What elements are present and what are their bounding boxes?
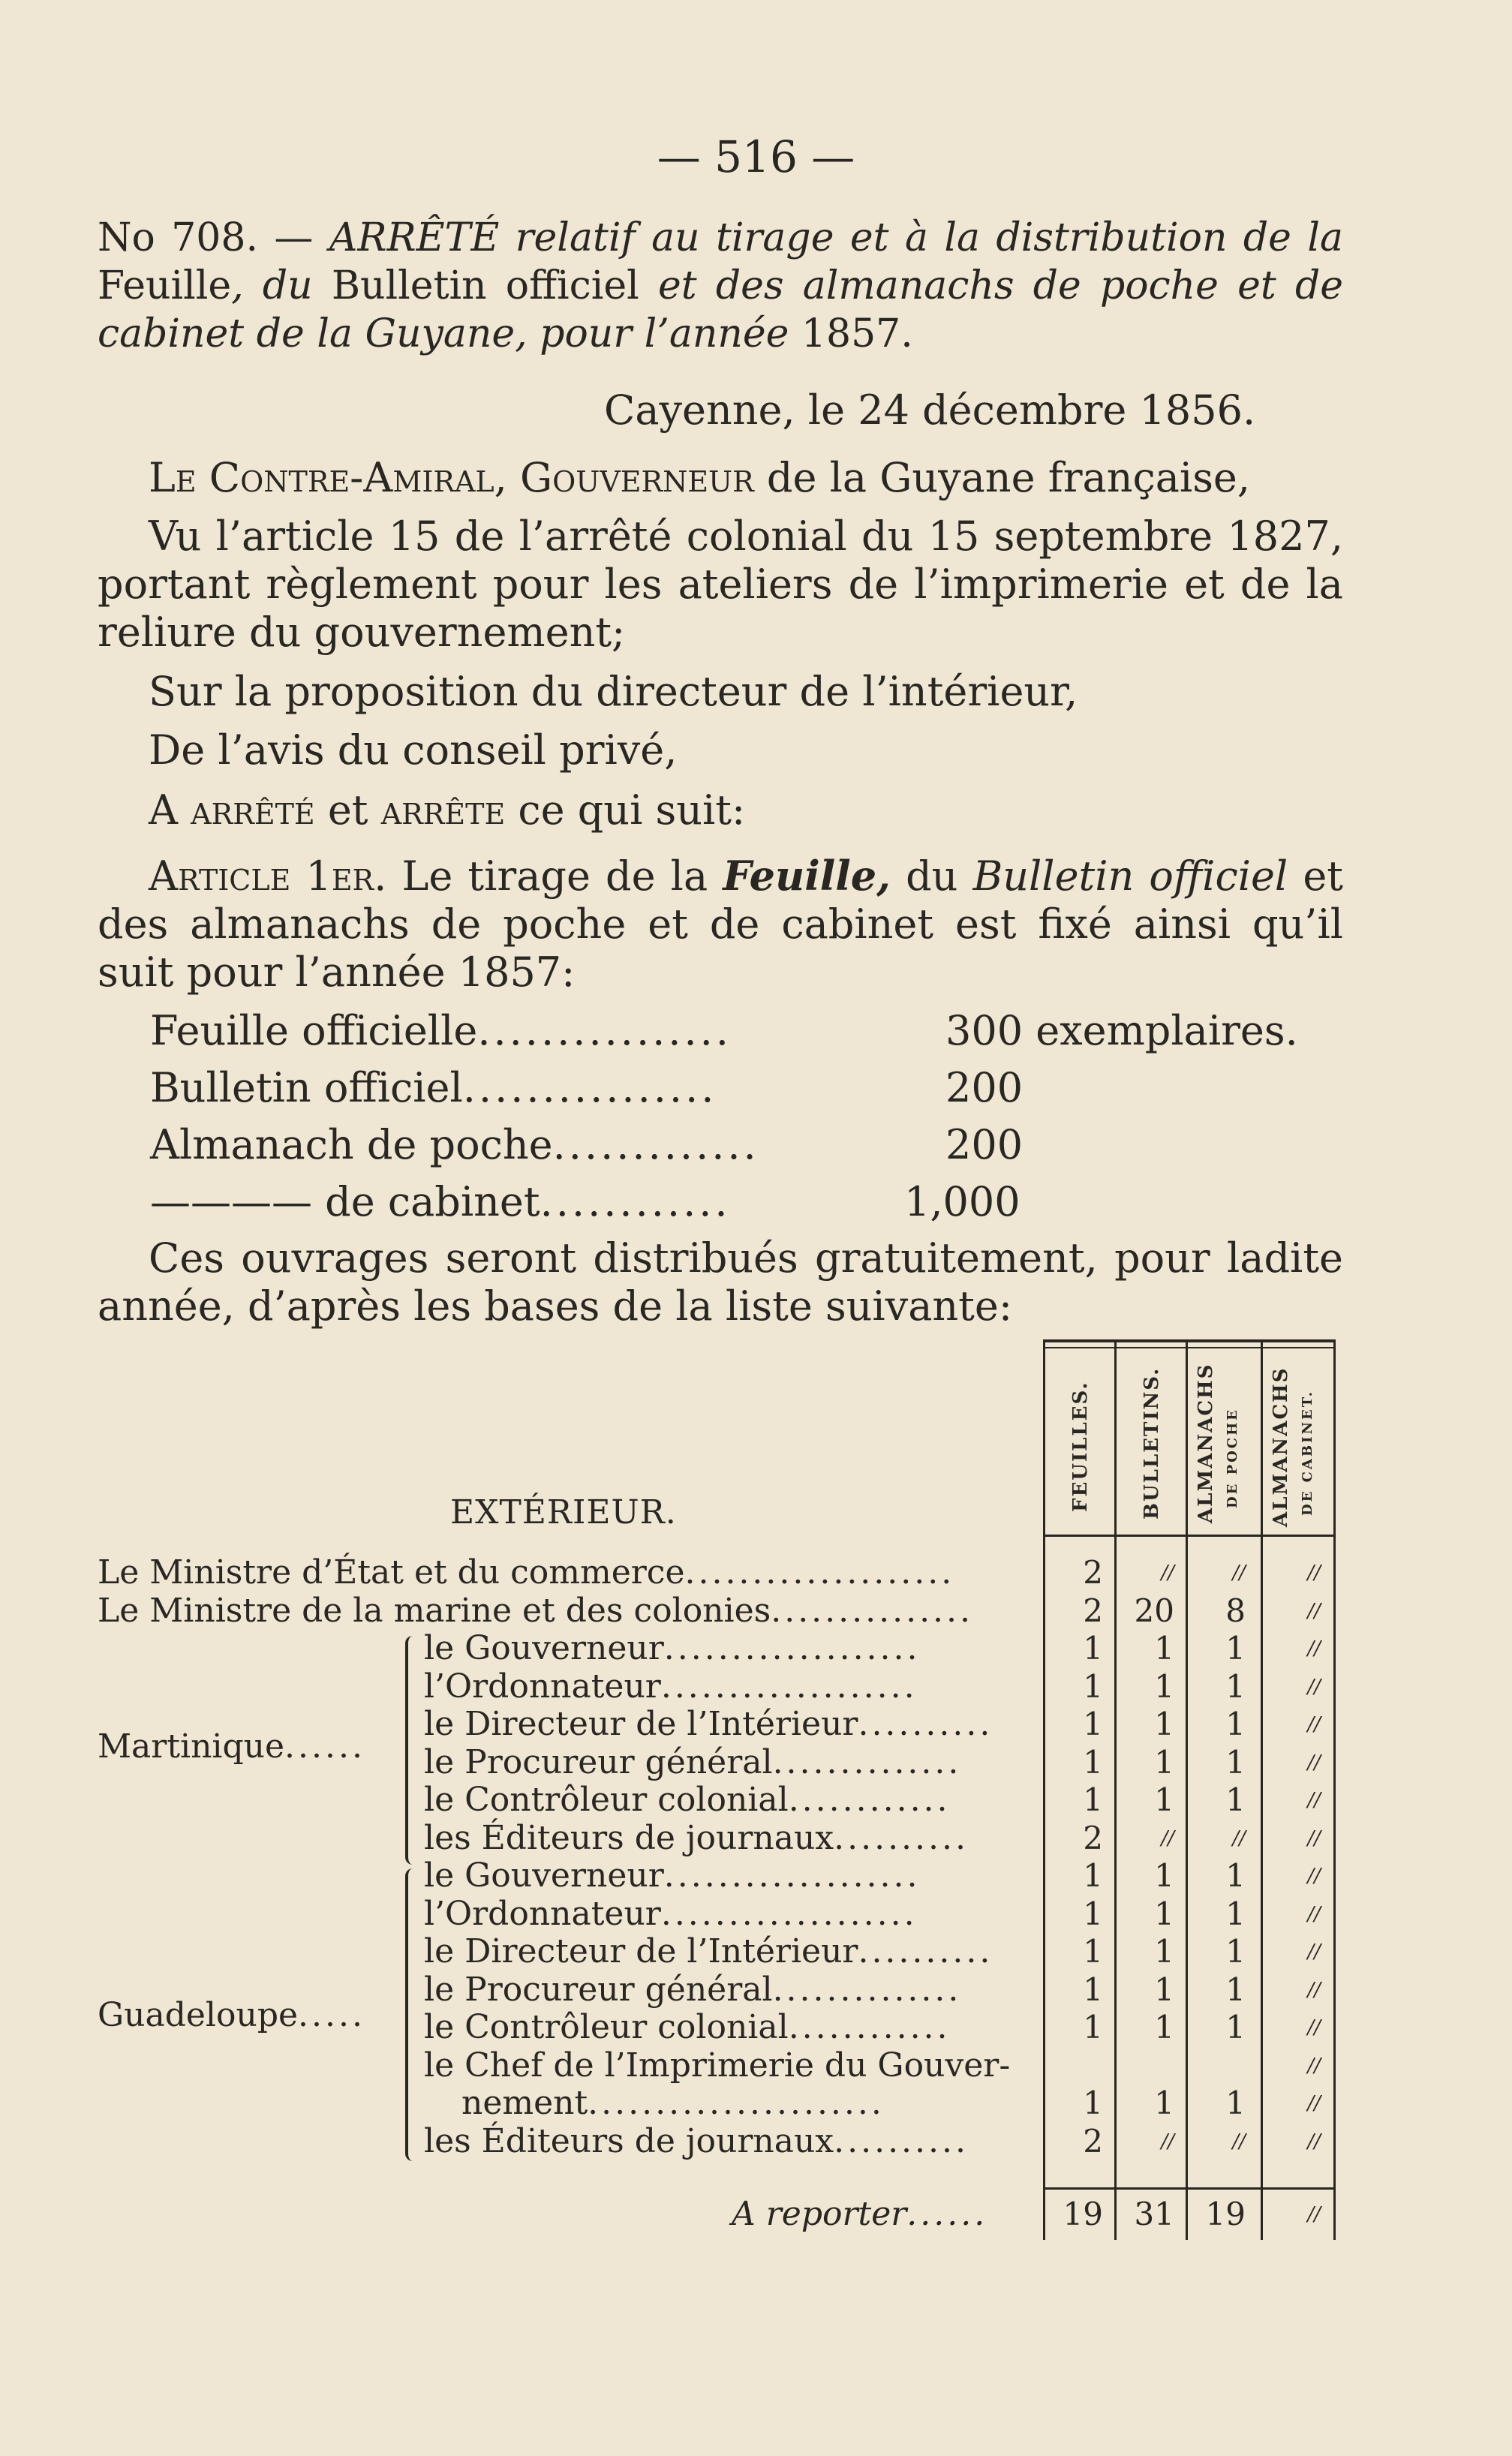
column-subhead-cabinet: DE CABINET. (1300, 1389, 1315, 1516)
table-head-rule (1043, 1535, 1336, 1537)
table-cell: 1 (1083, 1857, 1103, 1894)
table-cell: 1 (1225, 1744, 1246, 1781)
table-cell: 1 (1154, 1971, 1174, 2008)
table-cell: // (1232, 1562, 1246, 1584)
title-text-c: et des almanachs de poche et de cabinet de la Guyane, pour l’année (98, 263, 1344, 356)
title-text-b: , du (231, 263, 313, 308)
table-cell: 1 (1225, 1668, 1246, 1705)
total-label: A reporter...... (732, 2195, 988, 2233)
quantity-label: Almanach de poche............. (150, 1121, 759, 1168)
row-label: le Directeur de l’Intérieur.......... (424, 1932, 993, 1971)
table-cell: 1 (1083, 1781, 1103, 1818)
table-cell: 2 (1083, 2123, 1103, 2160)
decree-a: A (149, 786, 178, 834)
title-year: 1857. (801, 311, 913, 356)
row-label: le Gouverneur................... (424, 1629, 921, 1667)
table-cell: // (1307, 2055, 1321, 2077)
row-label: le Contrôleur colonial............ (424, 2008, 951, 2046)
table-cell: 20 (1134, 1592, 1174, 1629)
group-brace (405, 1636, 419, 1865)
table-cell: 8 (1225, 1592, 1246, 1629)
dateline: Cayenne, le 24 décembre 1856. (604, 386, 1256, 434)
row-label: le Procureur général.............. (424, 1971, 962, 2009)
table-cell: 1 (1154, 1668, 1174, 1705)
table-cell: 1 (1083, 1744, 1103, 1781)
table-cell: // (1307, 1751, 1321, 1774)
table-cell: 1 (1154, 1895, 1174, 1932)
table-cell: // (1232, 1827, 1246, 1850)
article-text-b: du (906, 852, 958, 900)
page-number: — 516 — (657, 131, 855, 182)
article-text-a: Le tirage de la (401, 852, 708, 900)
authority-title: Le Contre-Amiral, Gouverneur (149, 454, 754, 501)
row-label: l’Ordonnateur................... (424, 1667, 918, 1706)
row-label: Le Ministre de la marine et des colonies............... (98, 1592, 974, 1630)
quantity-value: 1,000 (904, 1178, 1021, 1225)
table-cell: // (1307, 1865, 1321, 1887)
row-label: Le Ministre d’État et du commerce.................... (98, 1553, 955, 1592)
table-cell: // (1307, 2092, 1321, 2115)
table-cell: // (1232, 2130, 1246, 2153)
table-cell: 1 (1083, 2009, 1103, 2046)
table-cell: 1 (1225, 1895, 1246, 1932)
table-cell: 1 (1154, 1744, 1174, 1781)
preamble-considerant: Vu l’article 15 de l’arrêté colonial du 15 septembre 1827, portant règlement pour les ateliers de l’imprimerie et de la reliure du gouvernement; (98, 513, 1343, 656)
article-feuille: Feuille, (723, 852, 891, 900)
article-heading: Article 1er. (149, 852, 387, 900)
group-guadeloupe: Guadeloupe..... (98, 1996, 365, 2034)
row-label: le Contrôleur colonial............ (424, 1781, 951, 1819)
table-cell: 1 (1154, 1857, 1174, 1894)
table-cell: 1 (1083, 1706, 1103, 1742)
table-cell: // (1307, 1562, 1321, 1584)
column-head-almanachs-poche: ALMANACHS (1195, 1363, 1217, 1523)
table-cell: // (1161, 1562, 1174, 1584)
row-label: le Procureur général.............. (424, 1743, 962, 1781)
table-cell: 1 (1225, 1971, 1246, 2008)
group-martinique: Martinique...... (98, 1727, 365, 1766)
table-cell: 1 (1225, 1933, 1246, 1970)
table-total-rule (1043, 2187, 1336, 2190)
table-cell: // (1307, 1903, 1321, 1925)
table-top-rule (1043, 1339, 1336, 1342)
table-cell: // (1307, 1600, 1321, 1622)
row-label: le Directeur de l’Intérieur.......... (424, 1705, 993, 1743)
table-cell: // (1307, 1940, 1321, 1963)
table-col-line (1114, 1339, 1117, 2240)
total-almanachs-cabinet: // (1307, 2203, 1321, 2226)
quantity-label: Feuille officielle................ (150, 1007, 732, 1054)
table-cell: 1 (1225, 1706, 1246, 1742)
table-cell: 1 (1083, 1895, 1103, 1932)
total-almanachs-poche: 19 (1205, 2196, 1246, 2232)
table-cell: 2 (1083, 1554, 1103, 1591)
table-cell: 1 (1083, 1668, 1103, 1705)
decree-rest: ce qui suit: (518, 786, 746, 834)
quantity-value: 200 (945, 1121, 1024, 1168)
table-cell: // (1307, 2016, 1321, 2039)
table-cell: 1 (1154, 2009, 1174, 2046)
table-cell: 1 (1154, 1933, 1174, 1970)
table-cell: // (1307, 1979, 1321, 2001)
row-label: les Éditeurs de journaux.......... (424, 1819, 969, 1857)
article-1 (98, 852, 1343, 997)
row-label: le Gouverneur................... (424, 1856, 921, 1895)
table-cell: 1 (1154, 1781, 1174, 1818)
table-cell: 1 (1225, 1630, 1246, 1667)
title-text-a: ARRÊTÉ relatif au tirage et à la distribution de la (329, 215, 1343, 260)
table-col-line (1186, 1339, 1188, 2240)
table-col-line (1043, 1339, 1045, 2240)
table-cell: // (1307, 1637, 1321, 1660)
title-bulletin: Bulletin officiel (331, 263, 639, 308)
quantity-label: ———— de cabinet............ (150, 1178, 731, 1225)
quantity-label: Bulletin officiel................ (150, 1064, 717, 1111)
table-cell: // (1161, 1827, 1174, 1850)
quantity-value: 200 (945, 1064, 1024, 1111)
total-feuilles: 19 (1063, 2196, 1103, 2232)
column-head-almanachs-cabinet: ALMANACHS (1270, 1366, 1292, 1527)
decree-et: et (327, 786, 368, 834)
preamble-proposal: Sur la proposition du directeur de l’intérieur, (149, 668, 1078, 715)
column-head-feuilles: FEUILLES. (1069, 1381, 1092, 1512)
preamble-decree (149, 786, 745, 834)
table-cell: 1 (1225, 1781, 1246, 1818)
preamble-opinion: De l’avis du conseil privé, (149, 726, 678, 774)
table-cell: 2 (1083, 1592, 1103, 1629)
table-cell: 1 (1154, 2085, 1174, 2121)
article-bulletin: Bulletin officiel (972, 852, 1288, 900)
row-label: les Éditeurs de journaux.......... (424, 2122, 969, 2160)
decree-title (98, 214, 1343, 358)
table-cell: // (1307, 1676, 1321, 1698)
decree-arrete: arrêté (191, 786, 315, 834)
row-label: nement...................... (461, 2084, 885, 2122)
authority-rest: de la Guyane française, (766, 454, 1251, 501)
table-cell: 1 (1083, 1933, 1103, 1970)
table-col-line (1333, 1339, 1336, 2240)
article-text-c: et des almanachs de poche et de cabinet est fixé ainsi qu’il suit pour l’année 1857: (98, 852, 1343, 996)
total-bulletins: 31 (1134, 2196, 1174, 2232)
table-cell: // (1307, 1789, 1321, 1811)
distribution-text: Ces ouvrages seront distribués gratuitement, pour ladite année, d’après les bases de la liste suivante: (98, 1234, 1343, 1330)
table-cell: 1 (1154, 1630, 1174, 1667)
table-cell: 1 (1083, 1971, 1103, 2008)
column-head-bulletins: BULLETINS. (1141, 1366, 1163, 1520)
table-cell: 2 (1083, 1820, 1103, 1856)
table-cell: // (1161, 2130, 1174, 2153)
group-brace (405, 1868, 419, 2161)
table-cell: 1 (1225, 1857, 1246, 1894)
section-heading: EXTÉRIEUR. (450, 1493, 677, 1532)
row-label: le Chef de l’Imprimerie du Gouver- (424, 2046, 1011, 2085)
decree-arrete-2: arrête (380, 786, 506, 834)
table-top-rule-2 (1043, 1347, 1336, 1348)
table-cell: 1 (1225, 2009, 1246, 2046)
table-cell: // (1307, 1827, 1321, 1850)
column-subhead-poche: DE POCHE (1225, 1408, 1240, 1508)
table-cell: 1 (1083, 2085, 1103, 2121)
table-cell: 1 (1083, 1630, 1103, 1667)
decree-number: No 708. — (98, 215, 314, 260)
table-col-line (1261, 1339, 1263, 2240)
preamble-authority (149, 454, 1250, 502)
quantity-value: 300 exemplaires. (945, 1007, 1298, 1054)
table-cell: 1 (1154, 1706, 1174, 1742)
table-cell: 1 (1225, 2085, 1246, 2121)
row-label: l’Ordonnateur................... (424, 1895, 918, 1933)
table-cell: // (1307, 1713, 1321, 1736)
table-cell: // (1307, 2130, 1321, 2153)
title-feuille: Feuille (98, 263, 232, 308)
